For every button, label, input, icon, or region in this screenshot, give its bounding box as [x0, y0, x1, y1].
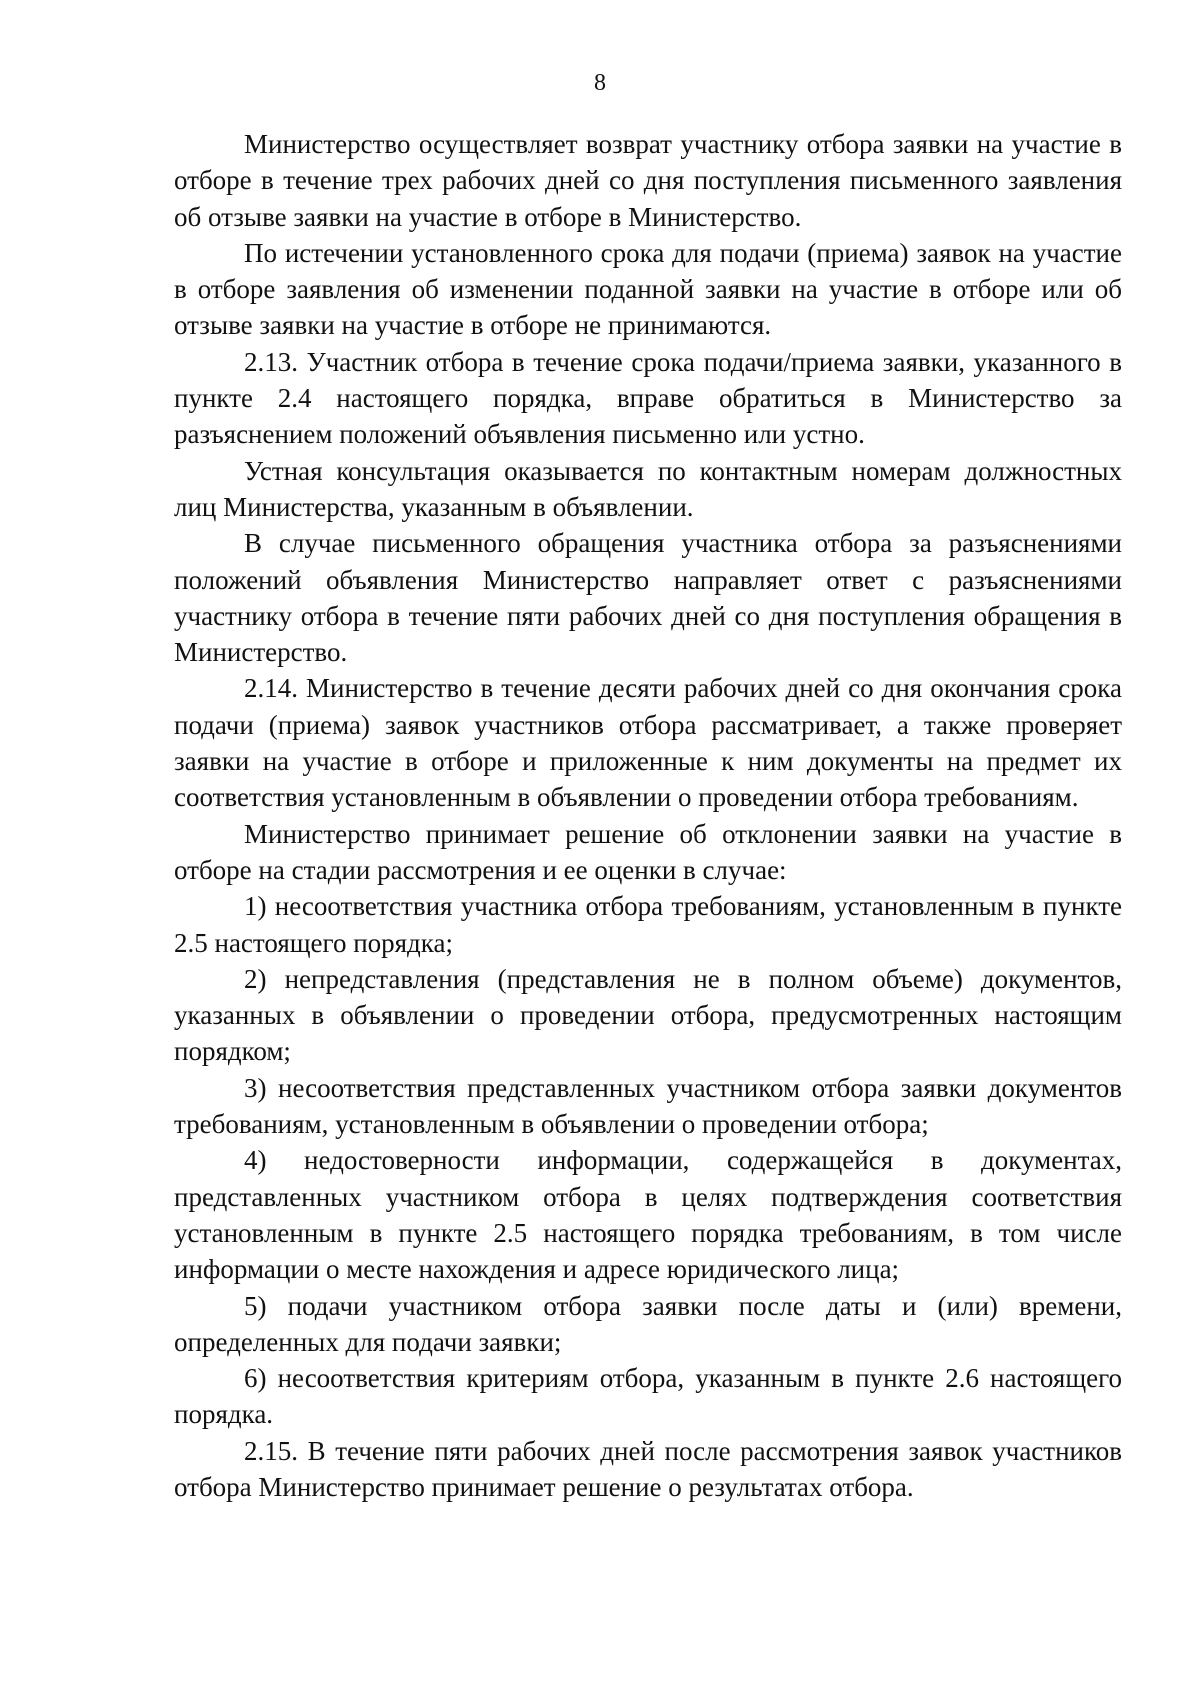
paragraph-2-13: 2.13. Участник отбора в течение срока подачи/приема заявки, указанного в пункте 2.4 настоящего порядка, вправе обратиться в Министерство за разъяснением положений объявления письменно или устно. — [174, 346, 1122, 450]
page-number: 8 — [594, 70, 606, 96]
paragraph-2-15: 2.15. В течение пяти рабочих дней после рассмотрения заявок участников отбора Министерство принимает решение о результатах отбора. — [174, 1435, 1122, 1502]
document-body — [174, 126, 1122, 1505]
list-item-5: 5) подачи участником отбора заявки после даты и (или) времени, определенных для подачи заявки; — [174, 1290, 1122, 1357]
paragraph-deadline-expiry: По истечении установленного срока для подачи (приема) заявок на участие в отборе заявления об изменении поданной заявки на участие в отборе или об отзыве заявки на участие в отборе не принимаются. — [174, 237, 1122, 341]
paragraph-2-14: 2.14. Министерство в течение десяти рабочих дней со дня окончания срока подачи (приема) заявок участников отбора рассматривает, а также проверяет заявки на участие в отборе и приложенные к ним документы на предмет их соответствия установленным в объявлении о проведении отбора требованиям. — [174, 673, 1122, 813]
list-item-6: 6) несоответствия критериям отбора, указанным в пункте 2.6 настоящего порядка. — [174, 1363, 1122, 1430]
list-item-4: 4) недостоверности информации, содержащейся в документах, представленных участником отбора в целях подтверждения соответствия установленным в пункте 2.5 настоящего порядка требованиям, в том числе информации о месте нахождения и адресе юридического лица; — [174, 1145, 1122, 1285]
list-item-2: 2) непредставления (представления не в полном объеме) документов, указанных в объявлении о проведении отбора, предусмотренных настоящим порядком; — [174, 963, 1122, 1067]
list-item-3: 3) несоответствия представленных участником отбора заявки документов требованиям, установленным в объявлении о проведении отбора; — [174, 1072, 1122, 1140]
paragraph-return-application: Министерство осуществляет возврат участнику отбора заявки на участие в отборе в течение трех рабочих дней со дня поступления письменного заявления об отзыве заявки на участие в отборе в Министерство. — [174, 129, 1122, 232]
paragraph-rejection-intro: Министерство принимает решение об отклонении заявки на участие в отборе на стадии рассмотрения и ее оценки в случае: — [174, 818, 1122, 885]
paragraph-oral-consultation: Устная консультация оказывается по контактным номерам должностных лиц Министерства, указанным в объявлении. — [174, 455, 1122, 522]
list-item-1: 1) несоответствия участника отбора требованиям, установленным в пункте 2.5 настоящего порядка; — [174, 891, 1122, 958]
paragraph-written-request: В случае письменного обращения участника отбора за разъяснениями положений объявления Министерство направляет ответ с разъяснениями участнику отбора в течение пяти рабочих дней со дня поступления обращения в Министерство. — [174, 528, 1122, 668]
